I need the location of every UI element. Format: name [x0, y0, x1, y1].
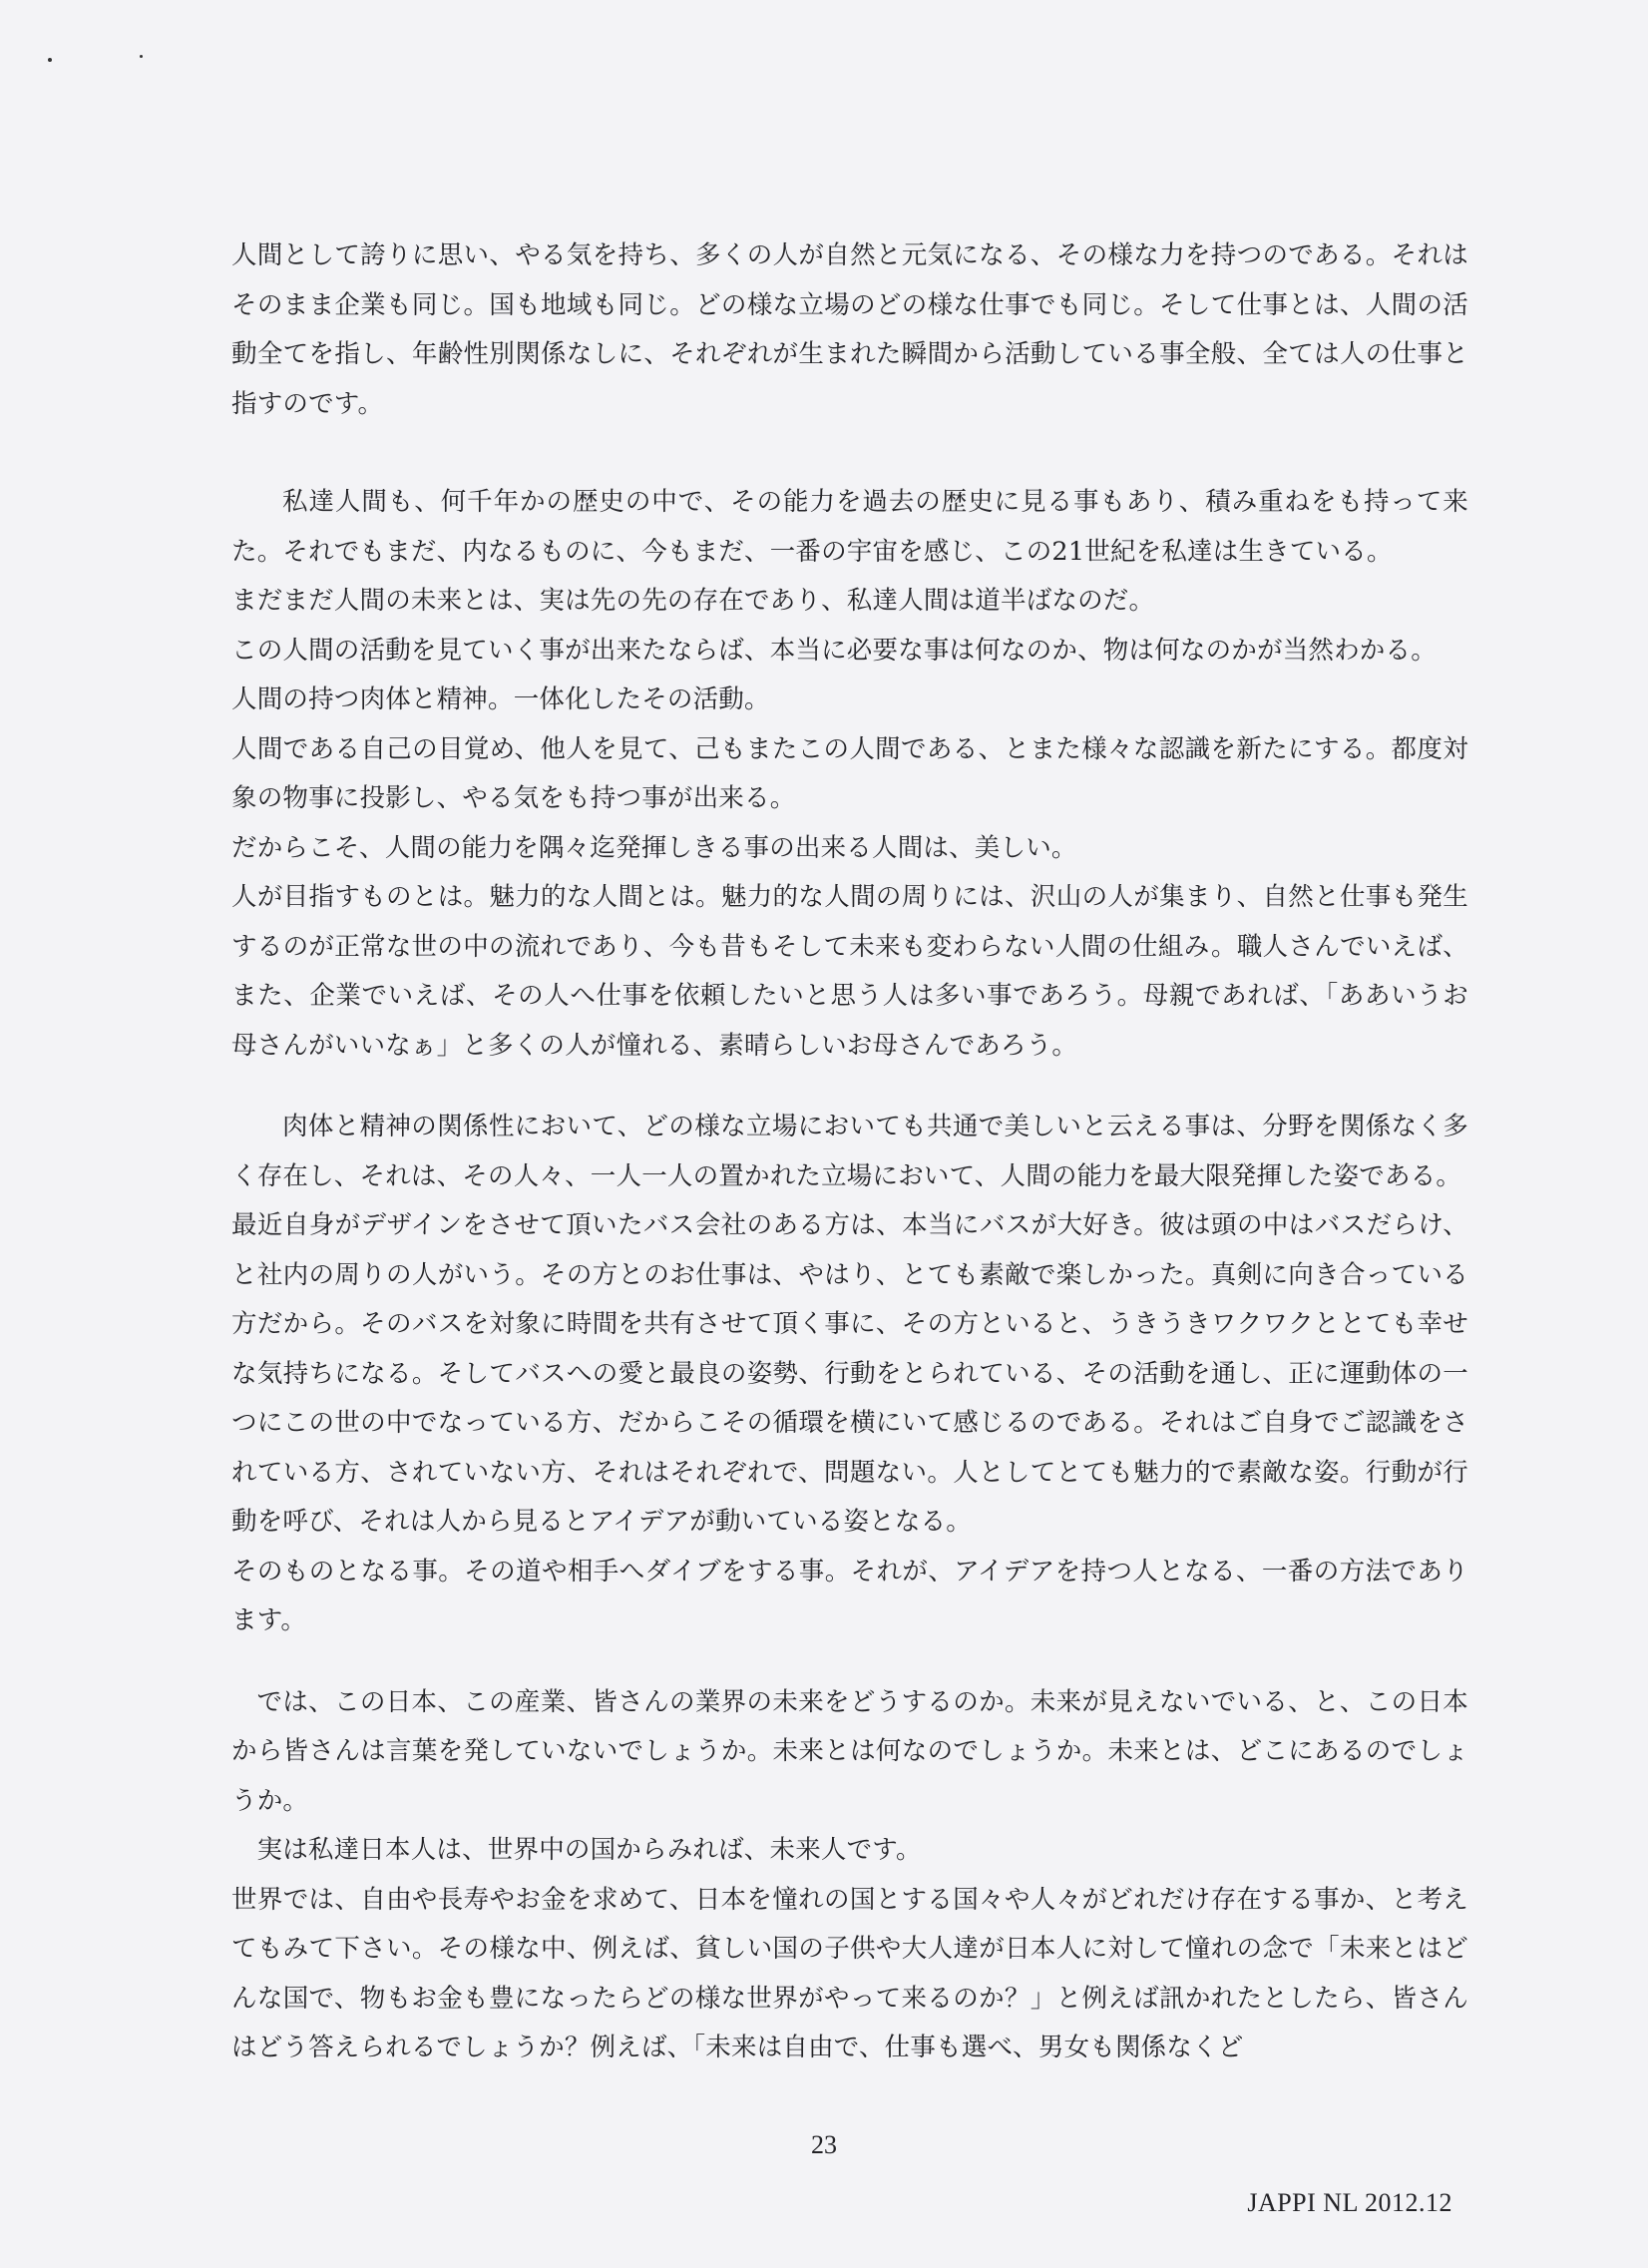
- paragraph: そのものとなる事。その道や相手へダイブをする事。それが、アイデアを持つ人となる、一番の方法であります。: [231, 1556, 1468, 1635]
- paragraph: だからこそ、人間の能力を隅々迄発揮しきる事の出来る人間は、美しい。: [231, 832, 1077, 863]
- scan-speck: [140, 55, 143, 58]
- journal-issue: JAPPI NL 2012.12: [1247, 2188, 1452, 2217]
- scan-speck: [48, 58, 52, 62]
- paragraph: 世界では、自由や長寿やお金を求めて、日本を憧れの国とする国々や人々がどれだけ存在する事か、と考えてもみて下さい。その様な中、例えば、貧しい国の子供や大人達が日本人に対して憧れの念で「未来とはどんな国で、物もお金も豊になったらどの様な世界がやって来るのか？」と例えば訊かれたとしたら、皆さんはどう答えられるでしょうか？例えば、「未来は自由で、仕事も選べ、男女も関係なくど: [231, 1884, 1468, 2062]
- article-body: [231, 231, 1468, 2073]
- paragraph: 私達人間も、何千年かの歴史の中で、その能力を過去の歴史に見る事もあり、積み重ねをも持って来た。それでもまだ、内なるものに、今もまだ、一番の宇宙を感じ、この21世紀を私達は生きている。: [231, 487, 1468, 567]
- paragraph: 人間である自己の目覚め、他人を見て、己もまたこの人間である、とまた様々な認識を新たにする。都度対象の物事に投影し、やる気をも持つ事が出来る。: [231, 733, 1468, 813]
- paragraph: 最近自身がデザインをさせて頂いたバス会社のある方は、本当にバスが大好き。彼は頭の中はバスだらけ、と社内の周りの人がいう。その方とのお仕事は、やはり、とても素敵で楽しかった。真剣に向き合っている方だから。そのバスを対象に時間を共有させて頂く事に、その方といると、うきうきワクワクととても幸せな気持ちになる。そしてバスへの愛と最良の姿勢、行動をとられている、その活動を通し、正に運動体の一つにこの世の中でなっている方、だからこその循環を横にいて感じるのである。それはご自身でご認識をされている方、されていない方、それはそれぞれで、問題ない。人としてとても魅力的で素敵な姿。行動が行動を呼び、それは人から見るとアイデアが動いている姿となる。: [231, 1210, 1468, 1537]
- paragraph: 人間の持つ肉体と精神。一体化したその活動。: [231, 684, 770, 714]
- page-number: 23: [811, 2130, 837, 2159]
- paragraph: 肉体と精神の関係性において、どの様な立場においても共通で美しいと云える事は、分野を関係なく多く存在し、それは、その人々、一人一人の置かれた立場において、人間の能力を最大限発揮した姿である。: [231, 1112, 1468, 1191]
- paragraph: 人間として誇りに思い、やる気を持ち、多くの人が自然と元気になる、その様な力を持つのである。それはそのまま企業も同じ。国も地域も同じ。どの様な立場のどの様な仕事でも同じ。そして仕事とは、人間の活動全てを指し、年齢性別関係なしに、それぞれが生まれた瞬間から活動している事全般、全ては人の仕事と指すのです。: [231, 240, 1468, 419]
- paragraph: この人間の活動を見ていく事が出来たならば、本当に必要な事は何なのか、物は何なのかが当然わかる。: [231, 635, 1437, 666]
- paragraph: では、この日本、この産業、皆さんの業界の未来をどうするのか。未来が見えないでいる、と、この日本から皆さんは言葉を発していないでしょうか。未来とは何なのでしょうか。未来とは、どこにあるのでしょうか。: [231, 1686, 1468, 1816]
- paragraph: 人が目指すものとは。魅力的な人間とは。魅力的な人間の周りには、沢山の人が集まり、自然と仕事も発生するのが正常な世の中の流れであり、今も昔もそして未来も変わらない人間の仕組み。職人さんでいえば、また、企業でいえば、その人へ仕事を依頼したいと思う人は多い事であろう。母親であれば、「ああいうお母さんがいいなぁ」と多くの人が憧れる、素晴らしいお母さんであろう。: [231, 882, 1468, 1061]
- paragraph: まだまだ人間の未来とは、実は先の先の存在であり、私達人間は道半ばなのだ。: [231, 586, 1155, 616]
- paragraph: 実は私達日本人は、世界中の国からみれば、未来人です。: [256, 1835, 922, 1865]
